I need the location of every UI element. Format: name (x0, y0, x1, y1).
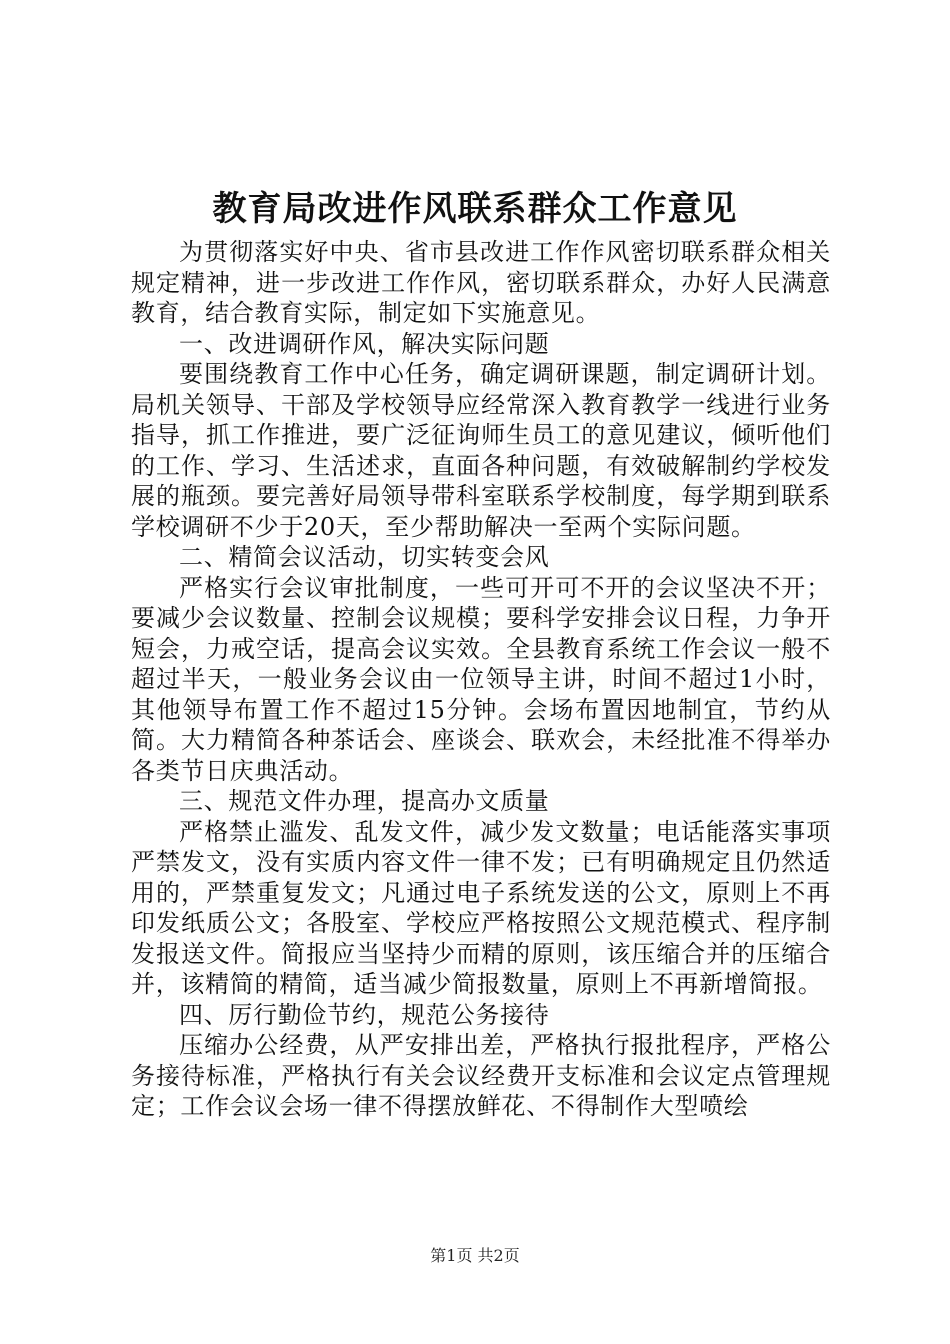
section-heading-4: 四、厉行勤俭节约，规范公务接待 (179, 1000, 550, 1029)
page-number-footer: 第1页 共2页 (430, 1246, 520, 1265)
intro-paragraph: 为贯彻落实好中央、省市县改进工作作风密切联系群众相关规定精神，进一步改进工作作风，密切联系群众，办好人民满意教育，结合教育实际，制定如下实施意见。 (131, 238, 831, 327)
section-paragraph-3: 严格禁止滥发、乱发文件，减少发文数量；电话能落实事项严禁发文，没有实质内容文件一律不发；已有明确规定且仍然适用的，严禁重复发文；凡通过电子系统发送的公文，原则上不再印发纸质公文；各股室、学校应严格按照公文规范模式、程序制发报送文件。简报应当坚持少而精的原则，该压缩合并的压缩合并，该精简的精简，适当减少简报数量，原则上不再新增简报。 (131, 817, 831, 998)
section-paragraph-4: 压缩办公经费，从严安排出差，严格执行报批程序，严格公务接待标准，严格执行有关会议经费开支标准和会议定点管理规定；工作会议会场一律不得摆放鲜花、不得制作大型喷绘 (131, 1031, 831, 1120)
section-heading-2: 二、精简会议活动，切实转变会风 (179, 543, 550, 571)
section-paragraph-1: 要围绕教育工作中心任务，确定调研课题，制定调研计划。局机关领导、干部及学校领导应经常深入教育教学一线进行业务指导，抓工作推进，要广泛征询师生员工的意见建议，倾听他们的工作、学习、生活述求，直面各种问题，有效破解制约学校发展的瓶颈。要完善好局领导带科室联系学校制度，每学期到联系学校调研不少于20天，至少帮助解决一至两个实际问题。 (131, 360, 831, 541)
document-title: 教育局改进作风联系群众工作意见 (212, 189, 738, 229)
document-body (131, 237, 831, 1122)
section-paragraph-2: 严格实行会议审批制度，一些可开可不开的会议坚决不开；要减少会议数量、控制会议规模；要科学安排会议日程，力争开短会，力戒空话，提高会议实效。全县教育系统工作会议一般不超过半天，一般业务会议由一位领导主讲，时间不超过1小时，其他领导布置工作不超过15分钟。会场布置因地制宜，节约从简。大力精简各种茶话会、座谈会、联欢会，未经批准不得举办各类节日庆典活动。 (131, 573, 831, 785)
section-heading-1: 一、改进调研作风，解决实际问题 (179, 329, 550, 358)
section-heading-3: 三、规范文件办理，提高办文质量 (179, 787, 550, 815)
